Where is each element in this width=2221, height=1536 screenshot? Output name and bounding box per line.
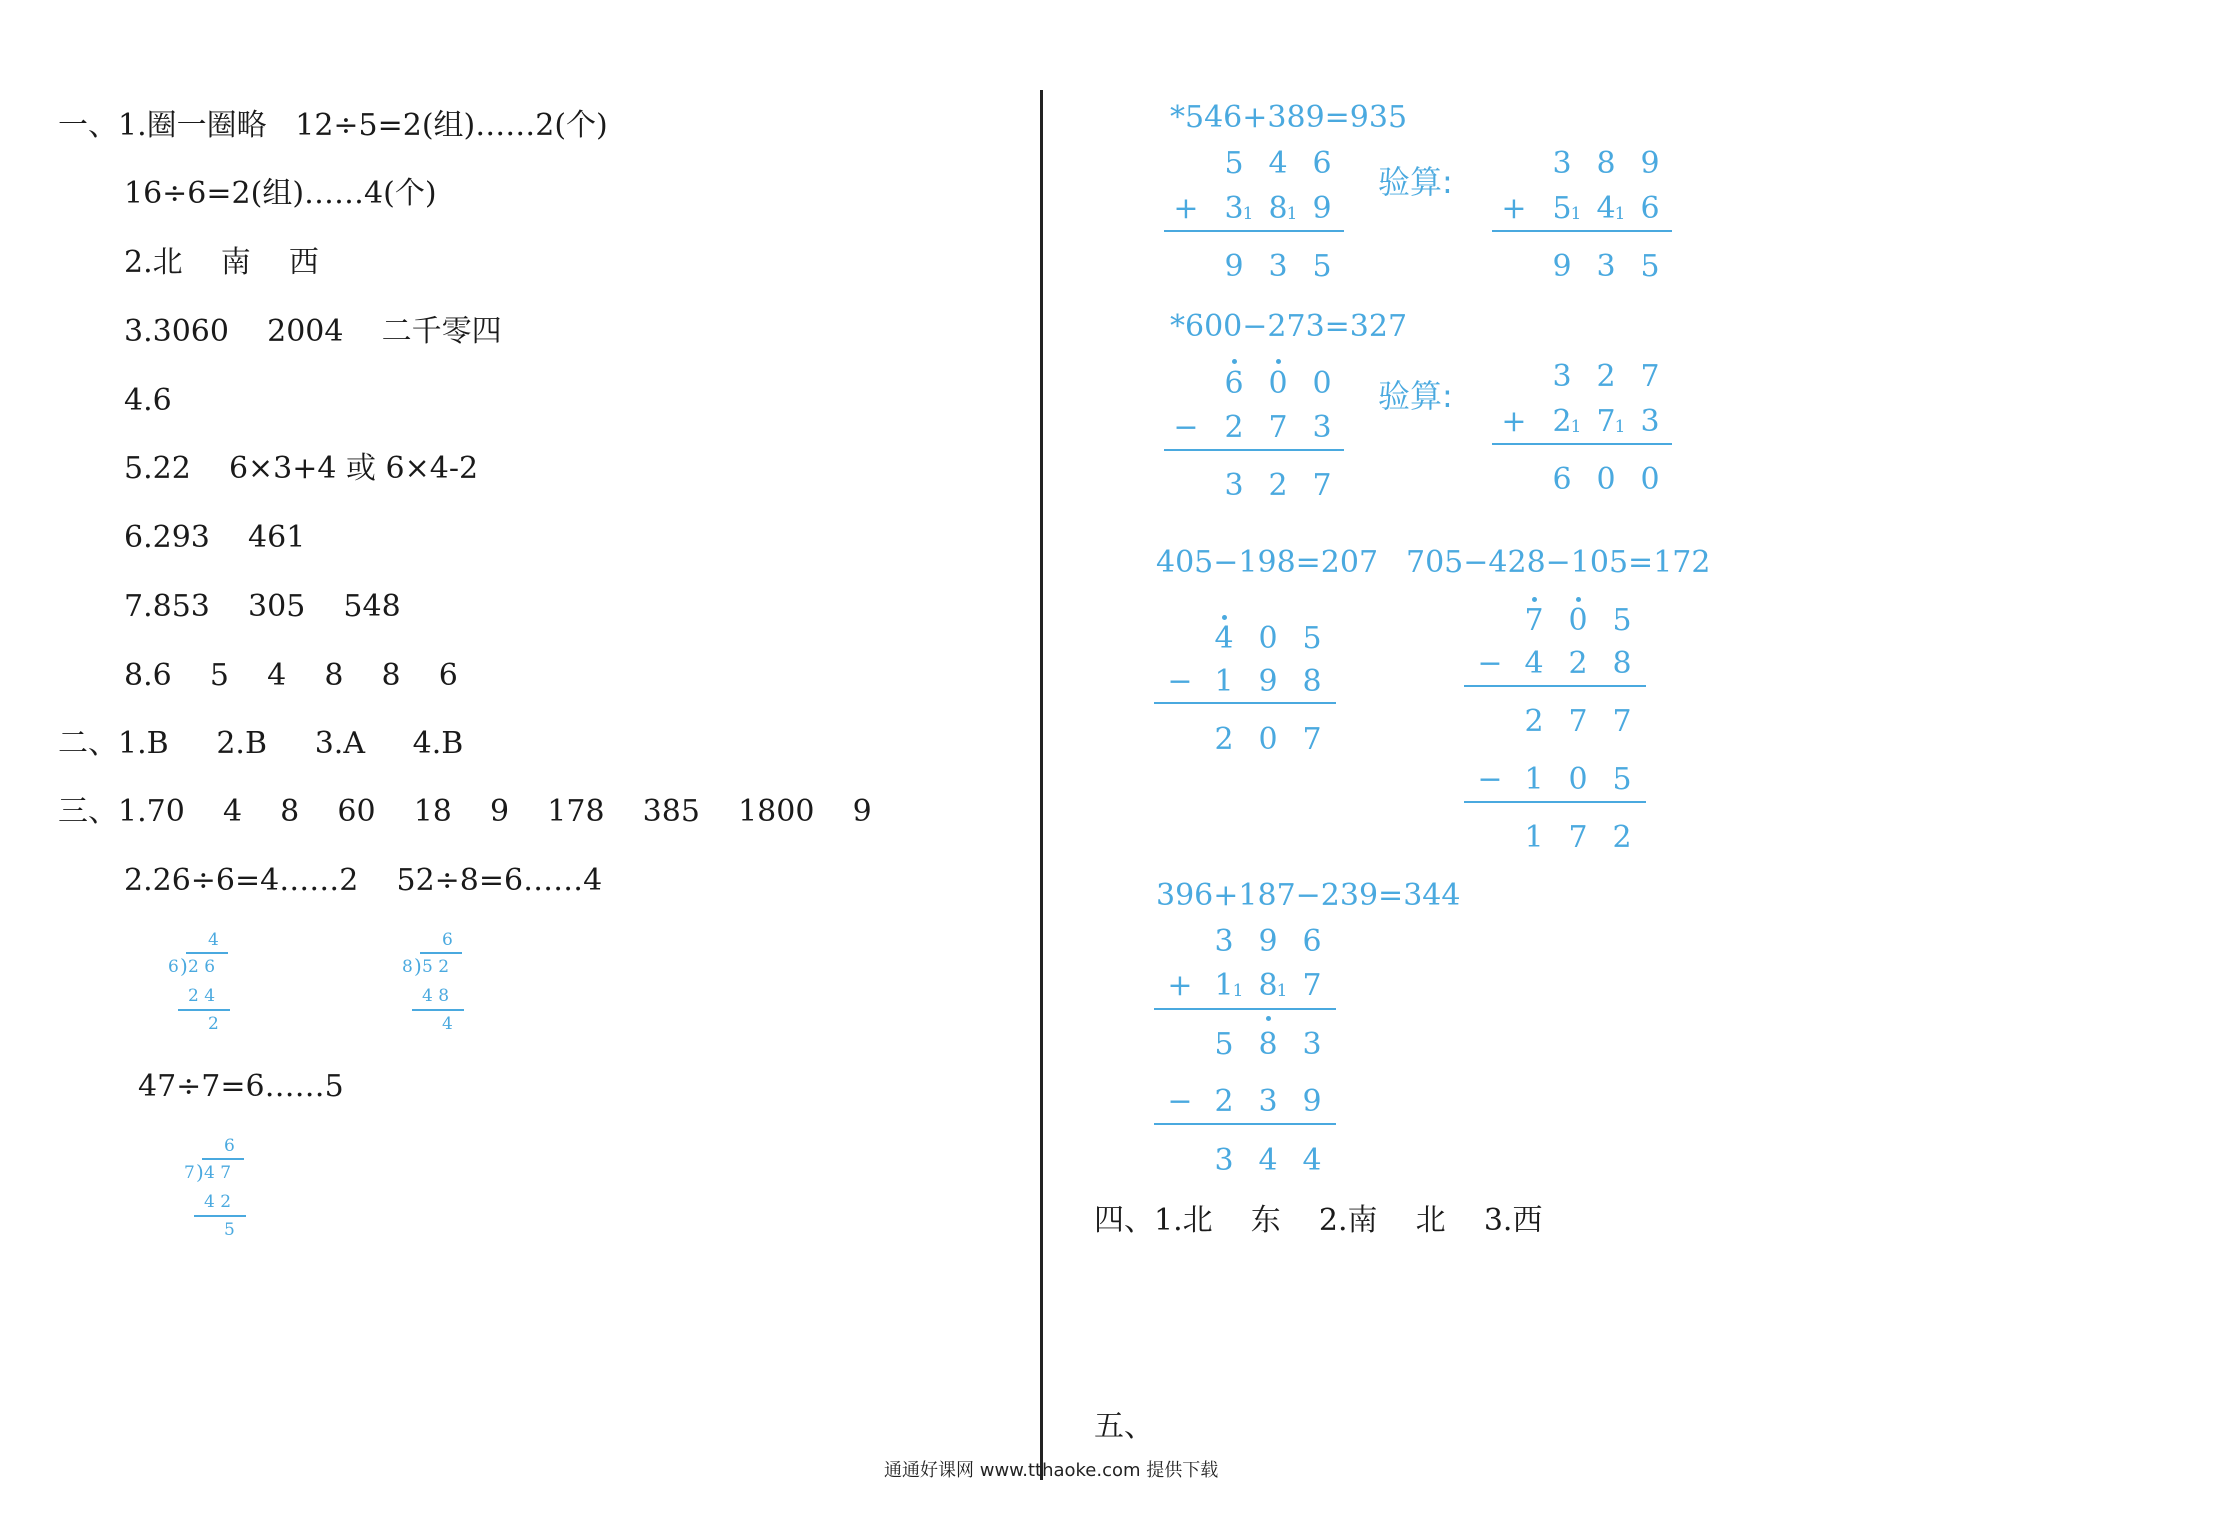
- q2: 二、1.B 2.B 3.A 4.B: [58, 726, 464, 761]
- q4: 四、1.北 东 2.南 北 3.西: [1094, 1203, 1543, 1238]
- dividend: 5 2: [422, 957, 450, 977]
- q1-7: 7.853 305 548: [124, 589, 401, 624]
- remainder: 2: [208, 1014, 219, 1034]
- q1-2: 2.北 南 西: [124, 245, 319, 280]
- q1-4: 4.6: [124, 383, 172, 418]
- remainder: 4: [442, 1014, 453, 1034]
- equation-405-minus-198: 405−198=207: [1156, 545, 1379, 580]
- equation-546-plus-389: *546+389=935: [1170, 100, 1408, 135]
- dividend: 4 7: [204, 1163, 232, 1183]
- q3-2: 2.26÷6=4……2 52÷8=6……4: [124, 863, 603, 898]
- divisor: 7: [184, 1163, 195, 1183]
- check-label: 验算:: [1378, 377, 1453, 415]
- q1-line2: 16÷6=2(组)……4(个): [124, 176, 437, 211]
- long-division-26-by-6: 4 6 ) 2 6 2 4 2: [168, 930, 238, 990]
- dividend: 2 6: [188, 957, 216, 977]
- q1-5: 5.22 6×3+4 或 6×4-2: [124, 451, 479, 486]
- column-divider: [1040, 90, 1043, 1480]
- q1-6: 6.293 461: [124, 520, 306, 555]
- q1-line1: 一、1.圈一圈略 12÷5=2(组)……2(个): [58, 108, 608, 143]
- equation-600-minus-273: *600−273=327: [1170, 309, 1408, 344]
- check-label: 验算:: [1378, 163, 1453, 201]
- q1-3: 3.3060 2004 二千零四: [124, 314, 502, 349]
- product: 4 2: [204, 1192, 232, 1212]
- divisor: 6: [168, 957, 179, 977]
- equation-705-minus-428-minus-105: 705−428−105=172: [1406, 545, 1711, 580]
- q3-3: 47÷7=6……5: [138, 1069, 344, 1104]
- quotient: 6: [442, 930, 453, 950]
- q1-8: 8.6 5 4 8 8 6: [124, 658, 458, 693]
- q5: 五、: [1094, 1409, 1154, 1444]
- remainder: 5: [224, 1220, 235, 1240]
- divisor: 8: [402, 957, 413, 977]
- long-division-47-by-7: 6 7 ) 4 7 4 2 5: [184, 1136, 254, 1196]
- q3-1: 三、1.70 4 8 60 18 9 178 385 1800 9: [58, 794, 872, 829]
- quotient: 6: [224, 1136, 235, 1156]
- product: 4 8: [422, 986, 450, 1006]
- equation-396-plus-187-minus-239: 396+187−239=344: [1156, 878, 1461, 913]
- quotient: 4: [208, 930, 219, 950]
- footer-source: 通通好课网 www.tthaoke.com 提供下载: [884, 1460, 1219, 1481]
- long-division-52-by-8: 6 8 ) 5 2 4 8 4: [402, 930, 472, 990]
- product: 2 4: [188, 986, 216, 1006]
